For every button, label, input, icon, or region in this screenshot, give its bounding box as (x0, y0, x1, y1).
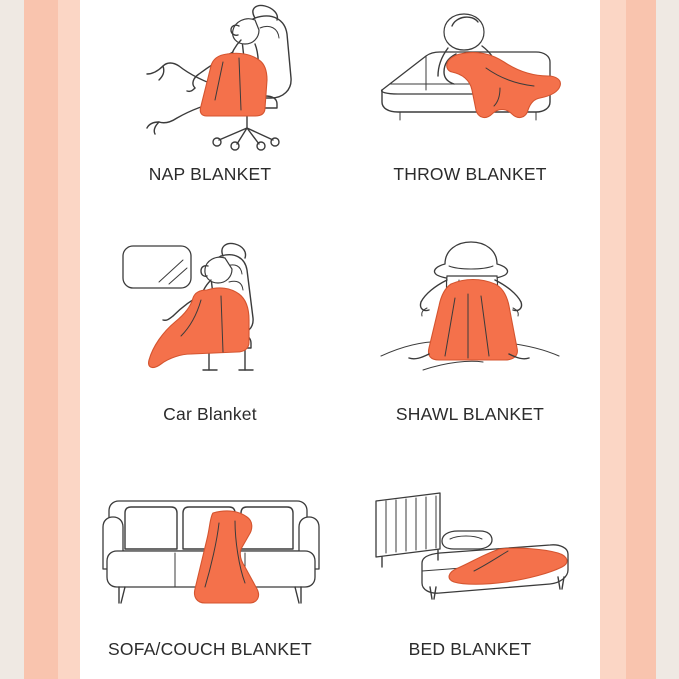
blanket-use-grid (80, 0, 600, 679)
item-label: SHAWL BLANKET (395, 404, 545, 425)
person-on-office-chair-icon (80, 4, 340, 154)
decorative-band-left-outer (24, 0, 58, 679)
item-label: SOFA/COUCH BLANKET (108, 638, 312, 659)
decorative-band-right-outer (626, 0, 656, 679)
item-label: NAP BLANKET (148, 164, 272, 184)
grid-item-car-blanket (80, 226, 340, 452)
grid-item-throw-blanket (340, 0, 600, 226)
page-edge-left (0, 0, 24, 679)
page-edge-right (656, 0, 679, 679)
grid-item-sofa-blanket (80, 453, 340, 679)
item-label: BED BLANKET (408, 638, 532, 659)
decorative-band-right-inner (600, 0, 626, 679)
sofa-icon (80, 477, 340, 627)
decorative-band-left-inner (58, 0, 80, 679)
person-on-bed-icon (340, 4, 600, 154)
item-label: THROW BLANKET (393, 164, 547, 184)
grid-item-nap-blanket (80, 0, 340, 226)
grid-item-bed-blanket (340, 453, 600, 679)
person-in-car-seat-icon (80, 240, 340, 390)
grid-item-shawl-blanket (340, 226, 600, 452)
person-sitting-with-shawl-icon (340, 240, 600, 390)
bed-icon (340, 477, 600, 627)
item-label: Car Blanket (163, 404, 257, 425)
content-card (80, 0, 600, 679)
